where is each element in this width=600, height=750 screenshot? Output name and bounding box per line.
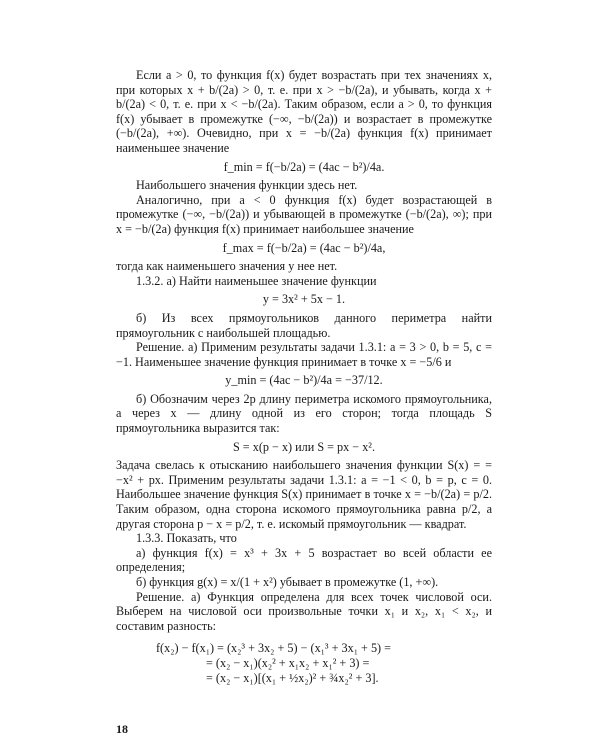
paragraph: Наибольшего значения функции здесь нет. — [136, 178, 358, 193]
page-text — [116, 68, 492, 693]
solution-paragraph: Решение. а) Применим результаты задачи 1.3.1: a = 3 > 0, b = 5, c = −1. Наименьшее значение функция принимает в точке x = −5/6 и — [116, 340, 492, 369]
page-number: 18 — [116, 722, 128, 736]
problem-1-3-2: 1.3.2. а) Найти наименьшее значение функции — [136, 273, 377, 288]
equation-line: f(x₂) − f(x₁) = (x₂³ + 3x₂ + 5) − (x₁³ + 3x₁ + 5) = — [156, 641, 392, 656]
paragraph: Задача свелась к отысканию наибольшего значения функции S(x) = = −x² + px. Применим результаты задачи 1.3.1: a = −1 < 0, b = p, c = 0. Наибольшее значение функция S(x) принимает в точке x = −b/(2a) = p/2. Таким образом, одна сторона искомого прямоугольника равна p/2, а другая сторона p − x = p/2, т. е. искомый прямоугольник — квадрат. — [116, 458, 492, 531]
formula-fmax: f_max = f(−b/2a) = (4ac − b²)/4a, — [222, 240, 386, 255]
paragraph: Если a > 0, то функция f(x) будет возрастать при тех значениях x, при которых x + b/(2a) > 0, т. е. при x > −b/(2a), и убывать, когда x + b/(2a) < 0, т. е. при x < −b/(2a). Таким образом, если a > 0, то функция f(x) убывает в промежутке (−∞, −b/(2a)) и возрастает в промежутке (−b/(2a), +∞). Очевидно, при x = −b/(2a) функция f(x) принимает наименьшее значение — [116, 68, 492, 155]
solution-paragraph: Решение. а) Функция определена для всех точек числовой оси. Выберем на числовой оси произвольные точки x₁ и x₂, x₁ < x₂, и составим разность: — [116, 589, 492, 633]
paragraph: тогда как наименьшего значения у нее нет. — [116, 259, 338, 274]
formula-fmin: f_min = f(−b/2a) = (4ac − b²)/4a. — [223, 159, 385, 174]
formula-ymin: y_min = (4ac − b²)/4a = −37/12. — [225, 373, 383, 388]
paragraph: б) функция g(x) = x/(1 + x²) убывает в промежутке (1, +∞). — [136, 575, 439, 589]
equation-line: = (x₂ − x₁)[(x₁ + ½x₂)² + ¾x₂² + 3]. — [206, 670, 379, 685]
paragraph: б) Обозначим через 2p длину периметра искомого прямоугольника, а через x — длину одной из его сторон; тогда площадь S прямоугольника выразится так: — [116, 391, 492, 436]
problem-1-3-3: 1.3.3. Показать, что — [136, 531, 237, 546]
paragraph: Аналогично, при a < 0 функция f(x) будет возрастающей в промежутке (−∞, −b/(2a)) и убывающей в промежутке (−b/(2a), ∞); при x = −b/(2a) функция f(x) принимает наибольшее значение — [116, 192, 492, 236]
equation-line: = (x₂ − x₁)(x₂² + x₁x₂ + x₁² + 3) = — [206, 655, 370, 670]
difference-equation — [116, 641, 492, 685]
paragraph: а) функция f(x) = x³ + 3x + 5 возрастает во всей области ее определения; — [116, 545, 492, 575]
formula-area: S = x(p − x) или S = px − x². — [232, 439, 376, 454]
paragraph: б) Из всех прямоугольников данного периметра найти прямоугольник с наибольшей площадью. — [116, 310, 492, 340]
formula-y: y = 3x² + 5x − 1. — [262, 292, 346, 307]
